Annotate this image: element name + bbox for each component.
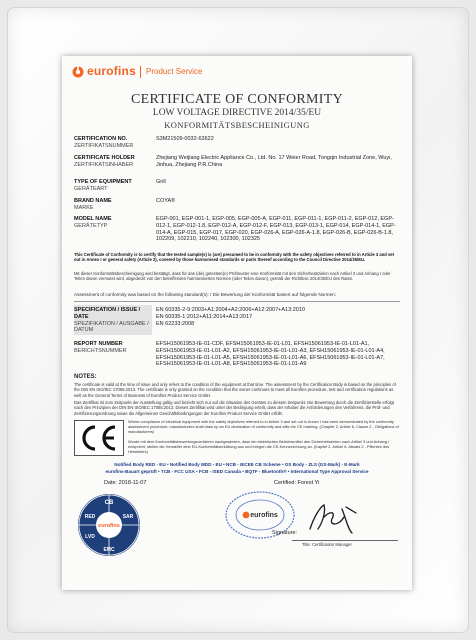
field-value: EGP-001, EGP-001-1, EGP-005, EGP-005-A, EGP-011, EGP-011-1, EGP-011-2, EGP-012, EGP-012-1, EGP-012-1.8, EGP-012-A, EGP-012-F, EGP-013, EGP-013-1, EGP-014, EGP-014-1, EGP-014-A, EGP-015, EGP-017, EGP-020, EGP-026-A, EGP-026-A-1.8, EGP-026-B, EGP-026-B-1.8, 102209, 102210, 102240, 102300, 102325 <box>156 216 396 243</box>
issue-date: Date: 2018-11-07 <box>104 480 147 486</box>
notes-text-en: The certificate is valid at the time of issue and only refers to the condition of the equipment at that time. The assessment by the Certification Body is based on the principles of the DIN EN ISO/IEC 17065:2013. The certificate is only granted on the condition that the owner continues to meet all Eurofins procedure, test and certification regulations as well as the General Terms of Business of Eurofins Product Service GmbH. <box>74 382 396 398</box>
report-value: EFSH15061953-IE-01-CDF, EFSH15061953-IE-01-L01, EFSH15061953-IE-01-L01-A1, EFSH15061953-IE-01-L01-A2, EFSH15061953-IE-01-L01-A3, EFSH15061953-IE-01-L01-A4, EFSH15061953-IE-01-L01-A5, EFSH15061953-IE-01-L01-A6, EFSH15061953-IE-01-L01-A7, EFSH15061953-IE-01-L01-A8, EFSH15061953-IE-01-L01-A9 <box>156 341 385 368</box>
notes-heading: NOTES: <box>74 374 97 380</box>
field-label-en: MODEL NAME <box>74 216 112 222</box>
signature-label: Signature: <box>272 530 298 536</box>
seal-letter: RED <box>84 514 96 520</box>
field-label-de: ZERTIFIKATSNUMMER <box>74 142 134 149</box>
signature-title: Title: Certification Manager <box>302 542 352 547</box>
certificate-title: CERTIFICATE OF CONFORMITY <box>130 92 343 107</box>
assessment-text: Assessment of conformity was based on the following standard(s): / Die Bewertung der Konformität basiert auf folgende Normen: <box>74 292 336 297</box>
service-label: Product Service <box>146 67 203 76</box>
field-label-en: BRAND NAME <box>74 198 112 204</box>
directive-title: LOW VOLTAGE DIRECTIVE 2014/35/EU <box>152 108 322 118</box>
field-label-en: TYPE OF EQUIPMENT <box>74 179 132 185</box>
report-label-en: REPORT NUMBER <box>74 341 123 347</box>
field-label-en: CERTIFICATION NO. <box>74 136 128 142</box>
certificate-document <box>62 56 412 590</box>
field-value: Zhejiang Weijiang Electric Appliance Co., Ltd. No. 17 Weier Road, Tongqin Industrial Zone, Wuyi, Jinhua, Zhejiang P.R.China <box>156 155 392 168</box>
signature-line <box>292 540 398 541</box>
german-title: KONFORMITÄTSBESCHEINIGUNG <box>164 120 310 130</box>
field-value: COYA® <box>156 198 176 204</box>
field-label-en: CERTIFICATE HOLDER <box>74 155 135 161</box>
spec-standard: EN 60335-2-9:2003+A1:2004+A2:2006+A12:2007+A13:2010 <box>156 307 305 313</box>
seal-letter: SAR <box>122 514 134 520</box>
spec-label-de: SPEZIFIKATION / AUSGABE / DATUM <box>74 320 149 334</box>
header-divider <box>140 66 141 78</box>
field-value: Grill <box>156 179 166 185</box>
certification-seal-icon <box>76 492 142 558</box>
notes-text-de: Das Zertifikat ist zum Zeitpunkt der Ausstellung gültig und bezieht sich nur auf die Situation des Gerätes zu diesem Zeitpunkt. Die Bewertung durch die Zertifizierstelle erfolgt nach den Prinzipien der DIN EN ISO/IEC 17065:2013. Dieses Zertifikat wird unter der Bedingung erteilt, dass der Inhaber die Anforderungen des Verfahrens, die Prüf- und Zertifizierungsordnung sowie die Allgemeinen Geschäftsbedingungen der Eurofins Product Service GmbH erfüllt. <box>74 400 395 416</box>
ce-text-de: Wurde mit dem Konformitätsbewertungsverfahren nachgewiesen, dass ein elektrisches Betriebsmittel den Sicherheitszielen nach Artikel 3 und Anhang I entspricht, stellen die Hersteller eine EU-Konformitätserklärung aus und bringen die CE-Kennzeichnung an. (Kapitel 2, Artikel 6, Absatz 2 - Pflichten des Herstellers) <box>128 439 390 454</box>
spec-value-list <box>156 307 402 327</box>
ce-text-en: Where compliance of electrical equipment with the safety objectives referred to in Article 3 and set out in Annex I has been demonstrated by the conformity assessment procedure, manufacturers shall draw up an EU declaration of conformity and affix the CE marking. (Chapter 2, Article 6, Clause 2 - Obligations of manufacturers) <box>128 419 399 434</box>
notified-body-line-1: Notified Body RED - EU • Notified Body MDD - EU • NCB - IECEE CB Scheme • GS Body - ZLS (GS-Mark) - E-Mark <box>114 462 360 467</box>
divider <box>74 301 400 302</box>
spec-standard: EN 60335-1:2012+A11:2014+A13:2017 <box>156 313 253 320</box>
handwritten-signature <box>302 499 362 539</box>
seal-letter: CB <box>104 500 114 506</box>
conformity-statement-en: This Certificate of Conformity is to certify that the tested sample(s) is (are) presumed to be in conformity with the safety objectives referred to in Article 3 and set out in Annex I or general safety (Article 2), covered by those harmonised standards or parts thereof according to the Council Directive 2014/35/EU. <box>74 252 395 263</box>
field-label-de: GERÄTEART <box>74 185 108 192</box>
field-label-de: GERÄTETYP <box>74 222 108 229</box>
field-value: S3M21509-0032-63622 <box>156 136 214 142</box>
ce-mark-box <box>74 420 124 456</box>
eurofins-logo-icon <box>72 66 84 78</box>
spec-standard: EN 62233:2008 <box>156 320 195 327</box>
header <box>72 64 402 80</box>
field-label-de: ZERTIFIKATSINHABER <box>74 161 134 168</box>
seal-center-text: eurofins <box>98 523 120 529</box>
stamp-text: eurofins <box>250 512 278 519</box>
logo-text: eurofins <box>87 64 136 78</box>
report-label-de: BERICHTSNUMMER <box>74 347 127 354</box>
ce-mark-icon <box>75 421 123 455</box>
conformity-statement-de: Mit dieser Konformitätsbescheinigung wird bestätigt, dass für das (die) getestete(n) Prüfmuster eine Konformität mit den Sicherheitszielen nach Artikel 3 und Anhang I oder Teilen davon vermutet wird, abgedeckt von den betreffenden harmonisierten Normen (oder Teilen davon), gemäß der Richtlinie 2014/35/EU des Rates. <box>74 271 391 282</box>
certifier-name: Certified: Forest Yi <box>274 480 320 486</box>
field-label-de: MARKE <box>74 204 94 211</box>
notified-body-line-2: eurofins-Bauart geprüft • TCB - FCC USA • FCB - ISED Canada • BQTF - Bluetooth® • International Type Approval Service <box>105 469 369 474</box>
seal-letter: EMC <box>103 547 115 553</box>
seal-letter: LVD <box>85 534 95 540</box>
spec-label-en: SPECIFICATION / ISSUE / DATE <box>74 307 141 320</box>
